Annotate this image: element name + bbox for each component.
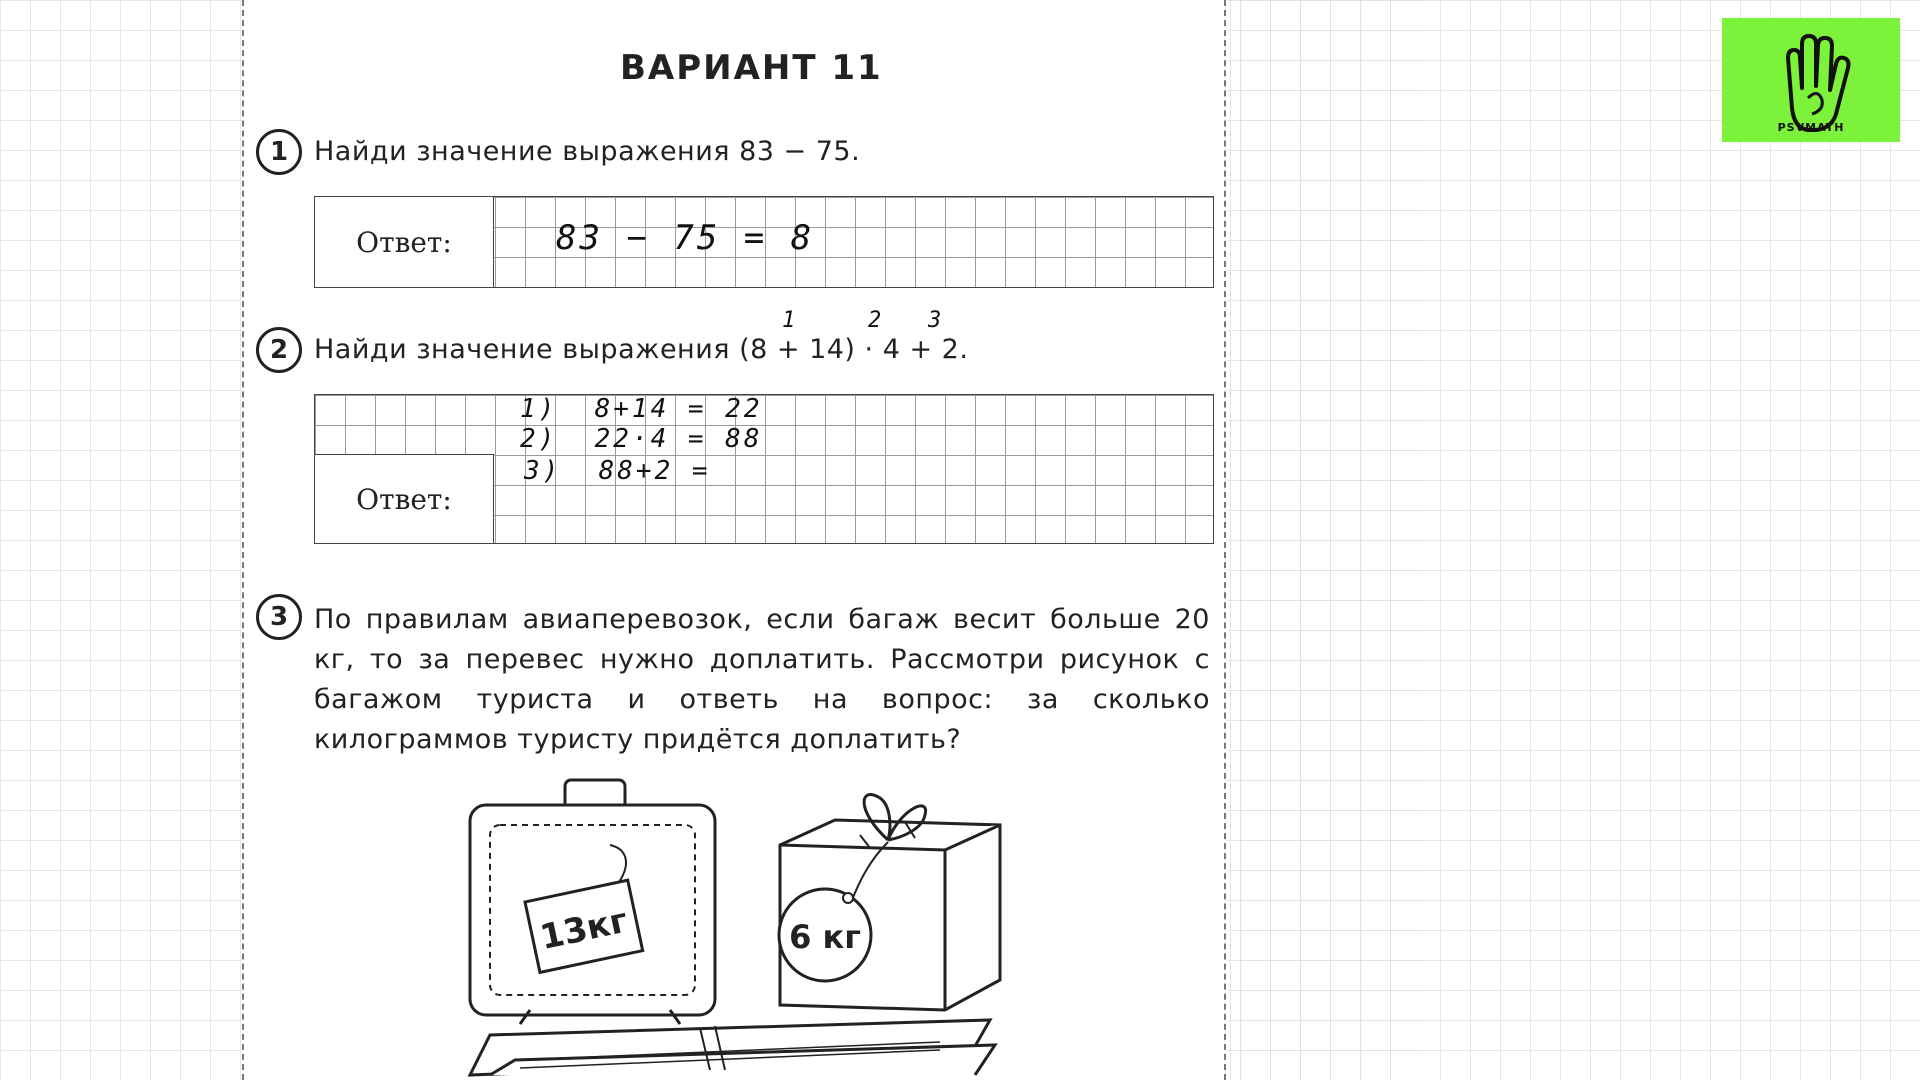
task-1-number: 1 bbox=[256, 129, 302, 175]
task-1-text: Найди значение выражения 83 − 75. bbox=[314, 136, 861, 167]
task-3-number: 3 bbox=[256, 594, 302, 640]
task-2-step-1: 1) 8+14 = 22 bbox=[520, 394, 763, 424]
task-2-answer-label: Ответ: bbox=[314, 454, 494, 544]
right-cut-line bbox=[1224, 0, 1226, 1080]
logo-text: PSVMATH bbox=[1777, 121, 1845, 134]
background-sheet bbox=[1240, 0, 1420, 1080]
task-1-answer-label: Ответ: bbox=[314, 196, 494, 288]
order-mark-1: 1 bbox=[782, 308, 799, 333]
luggage-illustration bbox=[460, 770, 1020, 1080]
variant-title: ВАРИАНТ 11 bbox=[620, 48, 883, 88]
task-3-text: По правилам авиаперевозок, если багаж весит больше 20 кг, то за перевес нужно доплатить. Рассмотри рисунок с багажом туриста и ответь на вопрос: за сколько килограммов туристу придётся доплатить? bbox=[314, 604, 1210, 755]
task-2-step-2: 2) 22·4 = 88 bbox=[520, 424, 763, 454]
task-2-text: Найди значение выражения (8 + 14) · 4 + 2. bbox=[314, 334, 969, 365]
box-tag bbox=[779, 889, 871, 981]
order-mark-3: 3 bbox=[928, 308, 945, 333]
task-2-step-3: 3) 88+2 = bbox=[524, 456, 711, 486]
skis-image bbox=[470, 1020, 995, 1075]
task-2-number: 2 bbox=[256, 327, 302, 373]
order-mark-2: 2 bbox=[868, 308, 885, 333]
left-cut-line bbox=[242, 0, 244, 1080]
psvmath-logo bbox=[1722, 18, 1900, 142]
box-weight-label: 6 кг bbox=[789, 918, 861, 956]
suitcase-weight-label: 13кг bbox=[536, 900, 632, 959]
task-1-handwritten-answer: 83 − 75 = 8 bbox=[556, 218, 815, 258]
